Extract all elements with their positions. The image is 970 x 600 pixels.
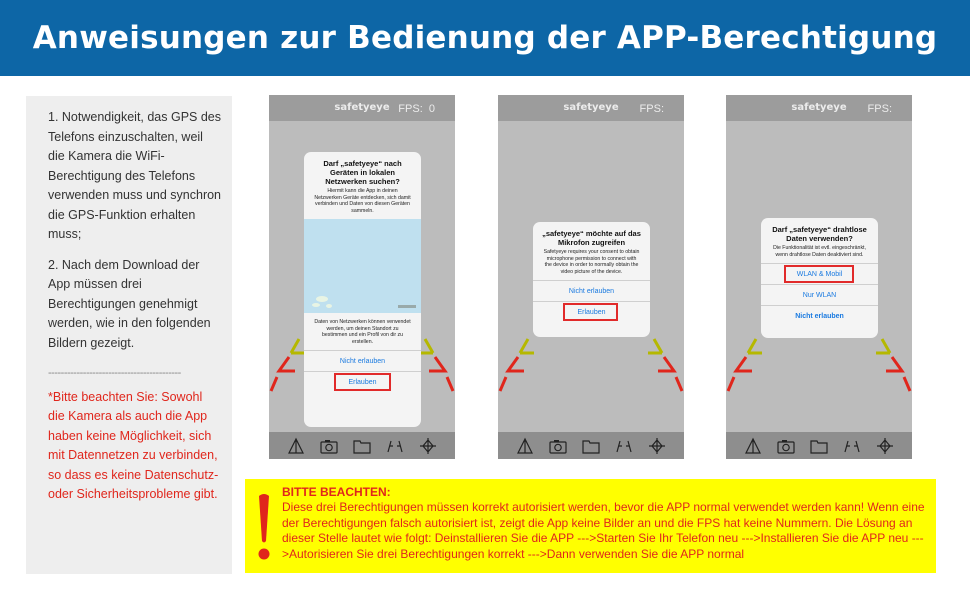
app-bottom-toolbar bbox=[726, 432, 912, 459]
instructions-panel bbox=[26, 96, 232, 574]
app-topbar bbox=[269, 95, 455, 121]
separator: ------------------------------------------ bbox=[48, 367, 181, 379]
deny-button[interactable]: Nicht erlauben bbox=[304, 350, 421, 371]
highlight-box bbox=[563, 303, 618, 321]
wlan-mobile-label: WLAN & Mobil bbox=[796, 271, 843, 278]
allow-button-label: Erlauben bbox=[348, 379, 377, 386]
page-title: Anweisungen zur Bedienung der APP-Berechtigung bbox=[32, 20, 938, 56]
map-preview bbox=[304, 219, 421, 313]
instruction-point-1: 1. Notwendigkeit, das GPS des Telefons einzuschalten, weil die Kamera die WiFi-Berechtigung des Telefons verwenden muss und synchron die GPS-Funktion erhalten muss; bbox=[48, 110, 222, 241]
triangle-mark-icon[interactable] bbox=[286, 437, 306, 455]
app-bottom-toolbar bbox=[269, 432, 455, 459]
camera-icon[interactable] bbox=[319, 437, 339, 455]
highlight-box bbox=[334, 373, 391, 391]
notice-box bbox=[245, 479, 936, 573]
folder-icon[interactable] bbox=[809, 437, 829, 455]
trim-icon[interactable] bbox=[875, 437, 895, 455]
dialog-body: Safetyeye requires your consent to obtain microphone permission to connect with the device in order to normally obtain the video picture of the device. bbox=[543, 249, 640, 275]
notice-title: BITTE BEACHTEN: bbox=[282, 485, 391, 499]
camera-icon[interactable] bbox=[776, 437, 796, 455]
camera-view bbox=[726, 121, 912, 432]
phone-screenshot-network bbox=[269, 95, 455, 459]
camera-view bbox=[269, 121, 455, 432]
fps-readout: FPS: 0 bbox=[398, 103, 435, 115]
triangle-mark-icon[interactable] bbox=[743, 437, 763, 455]
parking-lines-icon[interactable] bbox=[385, 437, 405, 455]
dialog-title: Darf „safetyeye“ nach Geräten in lokalen Netzwerken suchen? bbox=[323, 159, 402, 186]
camera-icon[interactable] bbox=[548, 437, 568, 455]
app-name: safetyeye bbox=[791, 102, 847, 113]
app-name: safetyeye bbox=[334, 102, 390, 113]
wlan-only-button[interactable]: Nur WLAN bbox=[761, 284, 878, 305]
permission-dialog bbox=[533, 222, 650, 337]
folder-icon[interactable] bbox=[581, 437, 601, 455]
trim-icon[interactable] bbox=[418, 437, 438, 455]
app-topbar bbox=[498, 95, 684, 121]
privacy-warning: *Bitte beachten Sie: Sowohl die Kamera als auch die App haben keine Möglichkeit, sich mit Datennetzen zu verbinden, so dass es keine Datenschutz- oder Sicherheitsprobleme gibt. bbox=[48, 389, 219, 501]
page-header bbox=[0, 0, 970, 76]
phone-screenshot-microphone bbox=[498, 95, 684, 459]
app-bottom-toolbar bbox=[498, 432, 684, 459]
map-icon bbox=[304, 219, 421, 313]
exclamation-icon bbox=[257, 493, 271, 563]
dialog-title: Darf „safetyeye“ drahtlose Daten verwenden? bbox=[772, 225, 867, 243]
dialog-body-secondary: Daten von Netzwerken können verwendet werden, um deinen Standort zu bestimmen und ein Profil von dir zu erstellen. bbox=[314, 319, 411, 345]
parking-lines-icon[interactable] bbox=[842, 437, 862, 455]
trim-icon[interactable] bbox=[647, 437, 667, 455]
dialog-body: Die Funktionalität ist evtl. eingeschränkt, wenn drahtlose Daten deaktiviert sind. bbox=[773, 245, 866, 258]
deny-button[interactable]: Nicht erlauben bbox=[533, 280, 650, 301]
allow-button[interactable] bbox=[304, 371, 421, 392]
dialog-body: Hiermit kann die App in deinen Netzwerken Geräte entdecken, sich damit verbinden und Daten von diesen Geräten sammeln. bbox=[314, 188, 411, 214]
instruction-point-2: 2. Nach dem Download der App müssen drei Berechtigungen genehmigt werden, wie in den folgenden Bildern gezeigt. bbox=[48, 257, 211, 350]
allow-button[interactable] bbox=[533, 301, 650, 322]
fps-readout: FPS: bbox=[639, 103, 664, 115]
phone-screenshot-wireless-data bbox=[726, 95, 912, 459]
dialog-title: „safetyeye“ möchte auf das Mikrofon zugreifen bbox=[542, 229, 641, 247]
permission-dialog bbox=[304, 152, 421, 427]
camera-view bbox=[498, 121, 684, 432]
app-topbar bbox=[726, 95, 912, 121]
triangle-mark-icon[interactable] bbox=[515, 437, 535, 455]
app-name: safetyeye bbox=[563, 102, 619, 113]
notice-text: Diese drei Berechtigungen müssen korrekt autorisiert werden, bevor die APP normal verwendet werden kann! Wenn eine der Berechtigungen falsch autorisiert ist, zeigt die App keine Bilder an und die FPS hat keine Nummern. Die Lösung an dieser Stelle lautet wie folgt: Deinstallieren Sie die APP --->Starten Sie Ihr Telefon neu --->Installieren Sie die APP neu --->Autorisieren Sie drei Berechtigungen korrekt --->Dann verwenden Sie die APP normal bbox=[282, 500, 925, 561]
folder-icon[interactable] bbox=[352, 437, 372, 455]
fps-readout: FPS: bbox=[867, 103, 892, 115]
parking-lines-icon[interactable] bbox=[614, 437, 634, 455]
allow-button-label: Erlauben bbox=[577, 309, 606, 316]
deny-button[interactable]: Nicht erlauben bbox=[761, 305, 878, 326]
permission-dialog bbox=[761, 218, 878, 338]
wlan-mobile-button[interactable] bbox=[761, 263, 878, 284]
highlight-box bbox=[784, 265, 854, 283]
